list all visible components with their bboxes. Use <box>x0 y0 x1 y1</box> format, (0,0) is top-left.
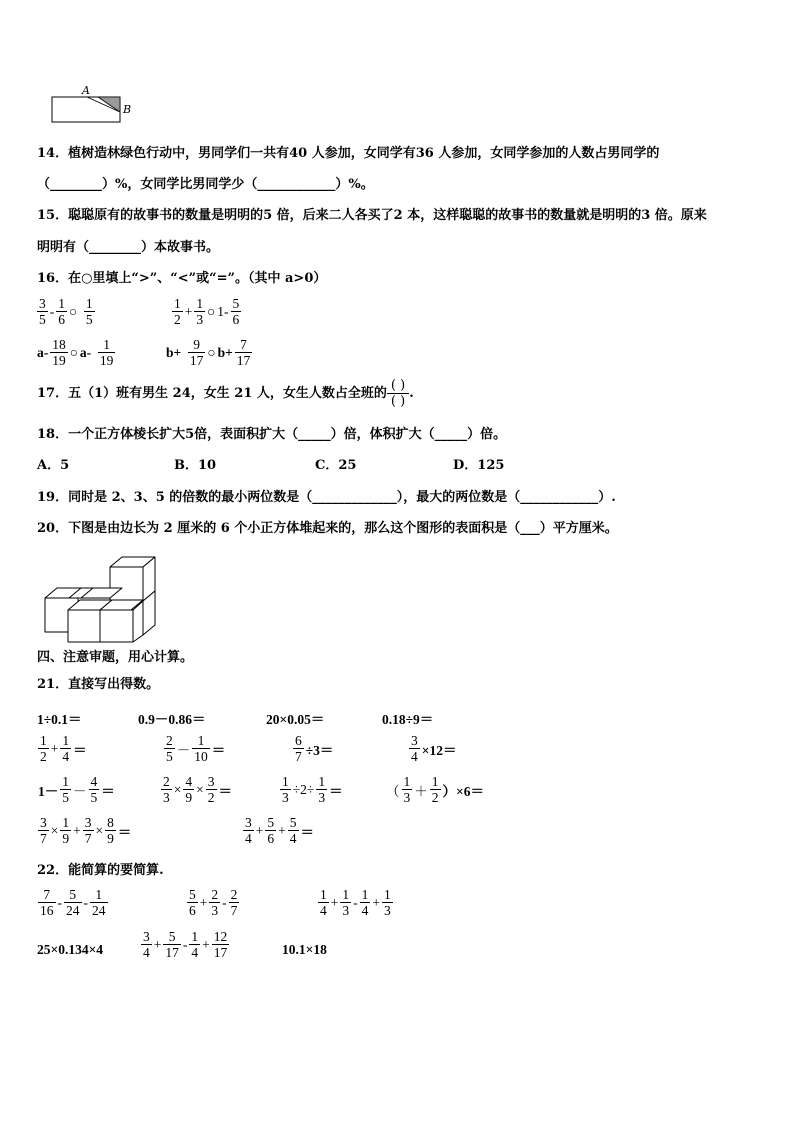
option-d: D．125 <box>453 458 505 473</box>
calc-1-3: 20×0.05＝ <box>266 712 325 727</box>
question-22-title: 22．能简算的要简算. <box>37 863 164 878</box>
question-14-line2: （________）%，女同学比男同学少（____________）%。 <box>37 177 374 192</box>
simplify-6: 10.1×18 <box>282 942 327 957</box>
simplify-4: 25×0.134×4 <box>37 942 104 957</box>
figure-label-a: A <box>82 84 90 97</box>
question-15-line2: 明明有（________）本故事书。 <box>37 240 220 255</box>
compare-circle: ○ <box>69 303 78 319</box>
calc-2-3: $\frac{6}{7}$ ÷3＝ <box>295 733 334 764</box>
option-b: B．10 <box>174 458 217 473</box>
question-20: 20．下图是由边长为 2 厘米的 6 个小正方体堆起来的，那么这个图形的表面积是（___）平方厘米。 <box>37 521 618 536</box>
simplify-1: $\frac{7}{16}$ - $\frac{5}{24}$ - $\frac{1}{24}$ <box>40 887 106 918</box>
question-16-title: 16．在○里填上“>”、“<”或“=”。（其中 a>0） <box>37 271 327 286</box>
question-19: 19．同时是 2、3、5 的倍数的最小两位数是（_____________），最大的两位数是（____________）. <box>37 490 616 505</box>
simplify-5: $\frac{3}{4}$ + $\frac{5}{17}$ - $\frac{1}{4}$ + $\frac{12}{17}$ <box>143 929 228 960</box>
rectangle-figure <box>50 88 130 128</box>
question-18: 18．一个正方体棱长扩大5倍，表面积扩大（_____）倍，体积扩大（_____）倍。 <box>37 427 507 442</box>
compare-expr-2: $\frac{1}{2}$ + $\frac{1}{3}$ ○ 1- $\frac{5}{6}$ <box>174 296 240 327</box>
option-a: A．5 <box>37 458 70 473</box>
calc-2-2: $\frac{2}{5}$ － $\frac{1}{10}$ ＝ <box>166 733 226 764</box>
question-17: 17．五（1）班有男生 24，女生 21 人，女生人数占全班的 ( ) ( ) . <box>37 378 414 409</box>
question-14-line1: 14．植树造林绿色行动中，男同学们一共有40 人参加，女同学有36 人参加，女同学参加的人数占男同学的 <box>37 146 660 161</box>
compare-expr-1: $\frac{3}{5}$ - $\frac{1}{6}$ ○ $\frac{1}{5}$ <box>39 296 93 327</box>
cube-stack-figure <box>40 555 160 647</box>
calc-3-1: 1－ $\frac{1}{5}$ － $\frac{4}{5}$ ＝ <box>38 774 115 805</box>
calc-3-4: （ $\frac{1}{3}$ ＋ $\frac{1}{2}$ ）×6＝ <box>386 774 484 805</box>
question-21-title: 21．直接写出得数。 <box>37 677 160 692</box>
option-c: C．25 <box>315 458 357 473</box>
calc-2-4: $\frac{3}{4}$ ×12＝ <box>411 733 457 764</box>
calc-4-2: $\frac{3}{4}$ + $\frac{5}{6}$ + $\frac{5}{4}$ ＝ <box>245 815 314 846</box>
compare-circle: ○ <box>207 303 216 319</box>
calc-1-1: 1÷0.1＝ <box>37 712 82 727</box>
calc-3-3: $\frac{1}{3}$ ÷2÷ $\frac{1}{3}$ ＝ <box>282 774 343 805</box>
simplify-2: $\frac{5}{6}$ + $\frac{2}{3}$ - $\frac{2}{7}$ <box>189 887 238 918</box>
compare-circle: ○ <box>69 344 78 360</box>
compare-circle: ○ <box>207 344 216 360</box>
calc-4-1: $\frac{3}{7}$ × $\frac{1}{9}$ + $\frac{3}{7}$ × $\frac{8}{9}$ ＝ <box>40 815 132 846</box>
simplify-3: $\frac{1}{4}$ + $\frac{1}{3}$ - $\frac{1}{4}$ + $\frac{1}{3}$ <box>320 887 391 918</box>
compare-expr-4: b+ $\frac{9}{17}$ ○ b+ $\frac{7}{17}$ <box>166 337 251 368</box>
compare-expr-3: a- $\frac{18}{19}$ ○ a- $\frac{1}{19}$ <box>37 337 114 368</box>
section-4-title: 四、注意审题，用心计算。 <box>37 650 194 665</box>
figure-label-b: B <box>123 103 132 116</box>
calc-2-1: $\frac{1}{2}$ + $\frac{1}{4}$ ＝ <box>40 733 87 764</box>
calc-3-2: $\frac{2}{3}$ × $\frac{4}{9}$ × $\frac{3}{2}$ ＝ <box>163 774 232 805</box>
calc-1-2: 0.9－0.86＝ <box>138 712 206 727</box>
question-15-line1: 15．聪聪原有的故事书的数量是明明的5 倍，后来二人各买了2 本，这样聪聪的故事书的数量就是明明的3 倍。原来 <box>37 208 707 223</box>
calc-1-4: 0.18÷9＝ <box>382 712 434 727</box>
